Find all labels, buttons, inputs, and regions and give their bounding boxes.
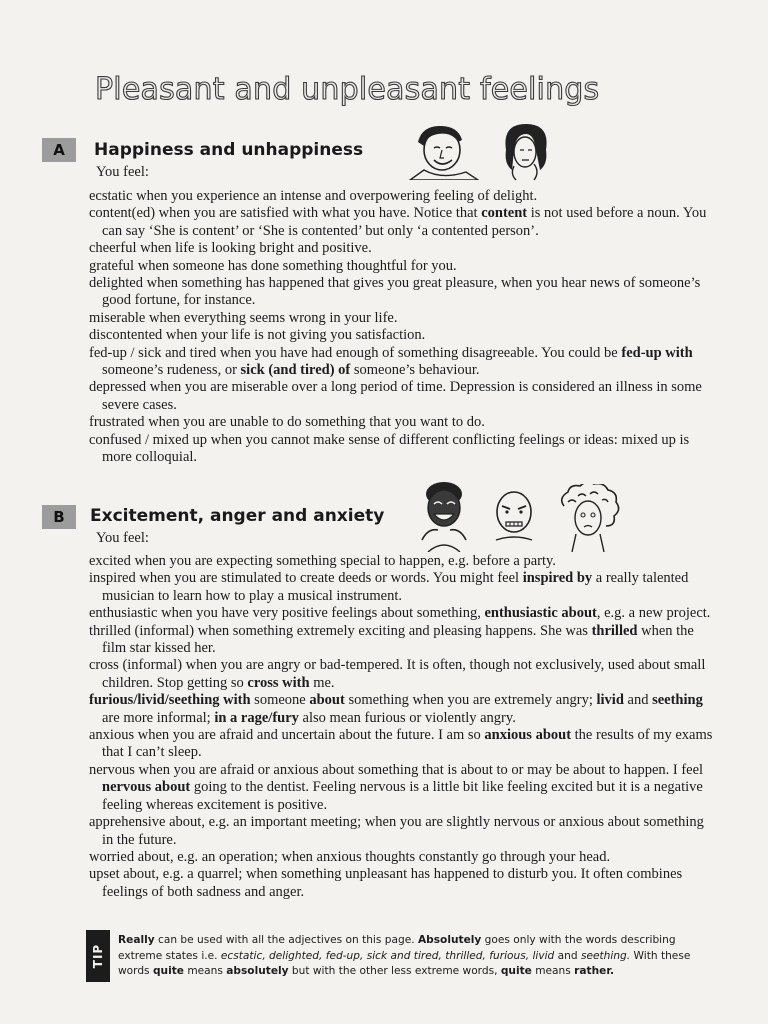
entry-term: depressed: [89, 379, 147, 396]
entry-text: livid: [596, 692, 624, 709]
entry-text: when you have had enough of something disagreeable. You could be: [216, 344, 622, 361]
glossary-entry: [89, 623, 714, 658]
tip-segment: seething.: [580, 949, 631, 962]
entry-text: someone: [250, 692, 310, 709]
entry-term: worried about: [89, 848, 170, 865]
entry-text: (informal) when something extremely exciting and pleasing happens. She was: [130, 622, 592, 639]
entry-text: when you are stimulated to create deeds or words. You might feel: [135, 570, 523, 587]
tip-label: TIP: [91, 943, 106, 969]
section-a-entries: [89, 188, 714, 467]
entry-text: when you are unable to do something that you want to do.: [144, 414, 485, 431]
happy-man-face-icon: [408, 120, 488, 180]
entry-term: confused / mixed up: [89, 431, 207, 448]
tip-segment: ecstatic, delighted, fed-up, sick and tired, thrilled, furious, livid: [220, 949, 555, 962]
entry-text: thrilled: [591, 622, 638, 639]
entry-text: when something has happened that gives you great pleasure, when you hear news of someone’s good fortune, for instance.: [102, 275, 701, 309]
tip-segment: means: [183, 965, 227, 978]
entry-term: excited: [89, 553, 131, 569]
section-b-entries: [89, 553, 714, 901]
entry-term: discontented: [89, 327, 163, 344]
glossary-entry: [89, 605, 714, 622]
glossary-entry: [89, 762, 714, 814]
tip-segment: can be used with all the adjectives on this page.: [154, 934, 418, 946]
glossary-entry: [89, 657, 714, 692]
entry-term: frustrated: [89, 414, 145, 431]
glossary-entry: [89, 727, 714, 762]
angry-man-face-icon: [488, 488, 540, 544]
glossary-entry: [89, 205, 714, 240]
entry-term: enthusiastic: [89, 605, 158, 622]
thoughtful-woman-face-icon: [496, 120, 556, 182]
entry-text: cross with: [247, 674, 310, 691]
tip-segment: means: [531, 965, 575, 978]
section-a-letter: A: [42, 138, 76, 162]
tip-segment: quite: [500, 965, 532, 978]
entry-text: when everything seems wrong in your life.: [145, 309, 398, 326]
entry-text: , e.g. a new project.: [596, 605, 711, 622]
glossary-entry: [89, 258, 714, 275]
entry-text: , e.g. an operation; when anxious thoughts constantly go through your head.: [169, 848, 611, 865]
entry-text: when you are afraid or anxious about something that is about to or may be about to happen. I feel: [134, 761, 704, 778]
entry-text: the results of my exams that I can’t sleep.: [102, 727, 713, 761]
entry-text: going to the dentist. Feeling nervous is a little bit like feeling excited but it is a negative feeling whereas excitement is positive.: [102, 779, 703, 813]
page-title: Pleasant and unpleasant feelings: [95, 72, 600, 107]
glossary-entry: [89, 345, 714, 380]
entry-term: miserable: [89, 309, 146, 326]
entry-text: when you experience an intense and overpowering feeling of delight.: [132, 188, 538, 204]
entry-term: grateful: [89, 257, 135, 274]
entry-text: when you have very positive feelings about something,: [157, 605, 485, 622]
entry-term: ecstatic: [89, 188, 133, 204]
entry-text: when life is looking bright and positive.: [136, 240, 372, 257]
tip-badge: [86, 930, 110, 982]
entry-text: me.: [309, 674, 335, 691]
entry-text: in a rage/fury: [214, 709, 299, 726]
glossary-entry: [89, 866, 714, 901]
entry-text: (informal) when you are angry or bad-tempered. It is often, though not exclusively, used about small children. Stop getting so: [102, 657, 706, 691]
tip-segment: but with the other less extreme words,: [288, 965, 501, 978]
glossary-entry: [89, 814, 714, 849]
section-a-heading: Happiness and unhappiness: [94, 140, 364, 160]
entry-text: when the film star kissed her.: [102, 622, 694, 657]
tip-segment: quite: [152, 965, 184, 978]
entry-term: inspired: [89, 570, 136, 587]
entry-text: when you are miserable over a long period of time. Depression is considered an illness in some severe cases.: [102, 379, 702, 413]
entry-text: inspired by: [522, 570, 593, 587]
entry-term: fed-up / sick and tired: [89, 344, 217, 361]
tip-segment: Really: [118, 934, 155, 946]
tip-text: [118, 933, 718, 980]
glossary-entry: [89, 310, 714, 327]
entry-text: is more colloquial.: [102, 431, 690, 466]
entry-term: apprehensive about: [89, 814, 202, 831]
tip-segment: rather.: [574, 965, 615, 978]
glossary-entry: [89, 414, 714, 431]
entry-text: also mean furious or violently angry.: [298, 709, 516, 726]
entry-text: , e.g. a quarrel; when something unpleasant has happened to disturb you. It often combines feelings of both sadness and anger.: [102, 866, 683, 900]
entry-text: when you cannot make sense of different conflicting feelings or ideas:: [207, 431, 622, 448]
tip-segment: absolutely: [226, 965, 289, 978]
glossary-entry: [89, 327, 714, 344]
glossary-entry: [89, 849, 714, 866]
entry-text: a really talented musician to learn how to play a musical instrument.: [102, 570, 689, 604]
entry-text: sick (and tired) of: [240, 362, 351, 379]
entry-term: cross: [89, 657, 119, 674]
entry-text: anxious about: [484, 727, 572, 744]
entry-term: cheerful: [89, 240, 137, 257]
anxious-woman-face-icon: [556, 484, 628, 552]
entry-text: when your life is not giving you satisfaction.: [162, 327, 426, 344]
entry-term: anxious: [89, 727, 135, 744]
entry-text: fed-up with: [621, 344, 693, 361]
section-b-heading: Excitement, anger and anxiety: [90, 506, 385, 526]
glossary-entry: [89, 275, 714, 310]
tip-segment: With these words: [118, 949, 691, 978]
entry-text: someone’s behaviour.: [350, 362, 480, 379]
entry-text: content: [481, 205, 528, 222]
section-b-letter: B: [42, 505, 76, 529]
section-a-you-feel: You feel:: [96, 164, 149, 180]
entry-term: upset about: [89, 866, 156, 883]
glossary-entry: [89, 240, 714, 257]
entry-term: furious/livid/seething with: [89, 692, 251, 709]
entry-term: delighted: [89, 275, 143, 292]
entry-text: seething: [652, 692, 703, 709]
entry-text: when you are afraid and uncertain about the future. I am so: [134, 727, 485, 744]
entry-text: nervous about: [102, 779, 191, 796]
tip-segment: Absolutely: [417, 934, 482, 946]
laughing-person-face-icon: [414, 478, 476, 552]
entry-text: about: [309, 692, 345, 709]
entry-text: and: [623, 692, 653, 709]
entry-text: mixed up: [621, 431, 676, 448]
entry-text: something when you are extremely angry;: [344, 692, 597, 709]
entry-text: is not used before a noun. You can say ‘She is content’ or ‘She is contented’ but only ‘a contented person’.: [102, 205, 707, 239]
glossary-entry: [89, 553, 714, 570]
entry-text: someone’s rudeness, or: [102, 362, 241, 379]
entry-text: when someone has done something thoughtful for you.: [134, 257, 457, 274]
glossary-entry: [89, 432, 714, 467]
entry-term: thrilled: [89, 622, 131, 639]
entry-text: enthusiastic about: [484, 605, 597, 622]
entry-text: are more informal;: [102, 709, 215, 726]
tip-segment: and: [554, 949, 581, 962]
glossary-entry: [89, 692, 714, 727]
entry-term: nervous: [89, 761, 135, 778]
entry-text: , e.g. an important meeting; when you are slightly nervous or anxious about something in the future.: [102, 814, 704, 848]
entry-term: content(ed): [89, 205, 156, 222]
entry-text: when you are expecting something special to happen, e.g. before a party.: [130, 553, 556, 569]
glossary-entry: [89, 188, 714, 205]
section-b-you-feel: You feel:: [96, 530, 149, 546]
tip-segment: goes only with the words describing extreme states i.e.: [118, 934, 676, 962]
glossary-entry: [89, 379, 714, 414]
entry-text: when you are satisfied with what you have. Notice that: [155, 205, 482, 222]
glossary-entry: [89, 570, 714, 605]
